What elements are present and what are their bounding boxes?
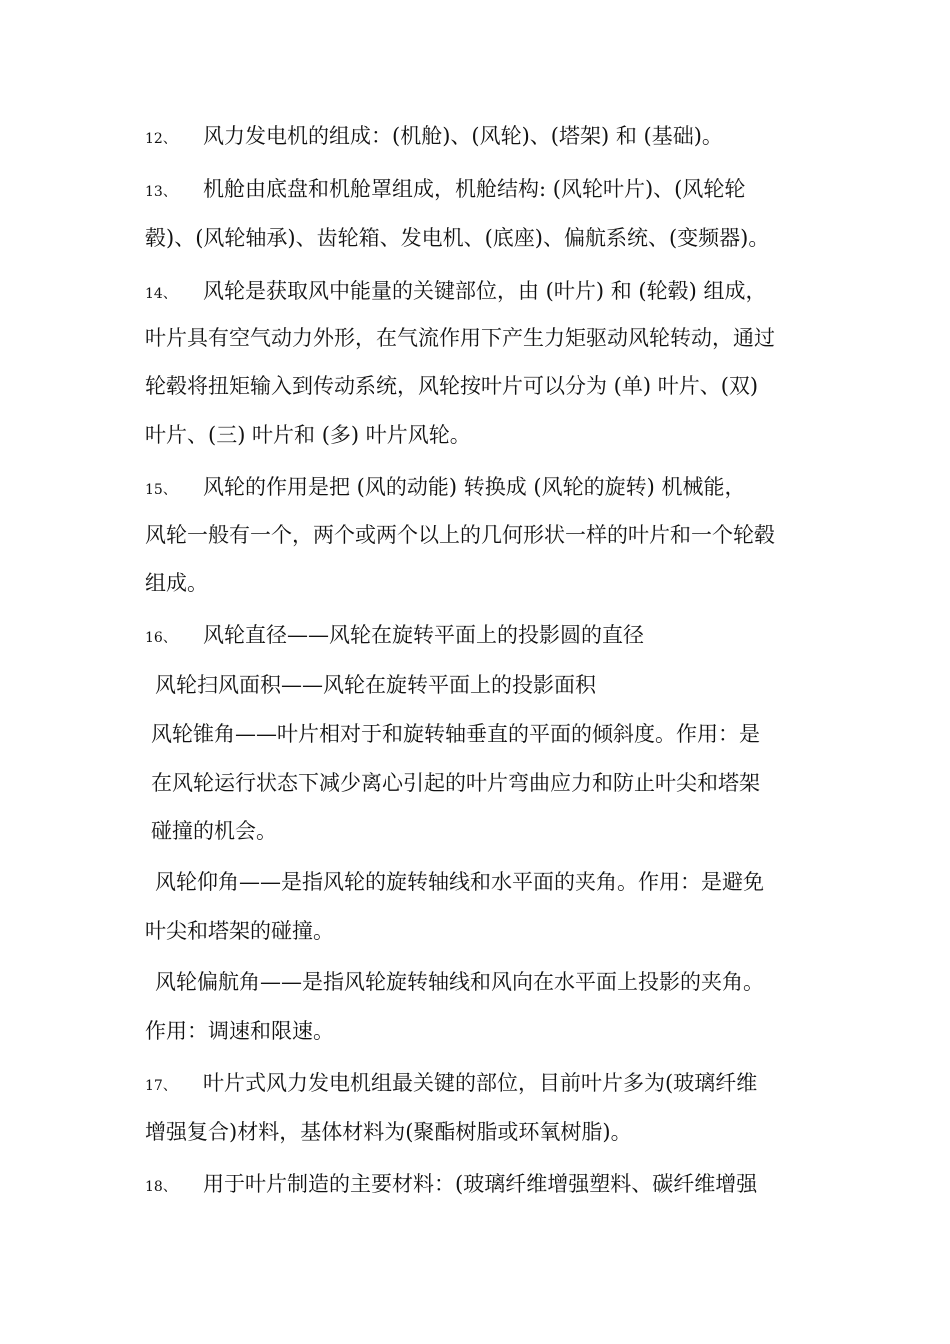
item-text: 风力发电机的组成：(机舱)、(风轮)、(塔架) 和 (基础)。 xyxy=(203,124,723,148)
item-text: 风轮是获取风中能量的关键部位，由 (叶片) 和 (轮毂) 组成， xyxy=(203,279,767,303)
item-16-line-1 xyxy=(145,621,815,652)
item-14-line-1 xyxy=(145,277,815,308)
item-text: 在风轮运行状态下减少离心引起的叶片弯曲应力和防止叶尖和塔架 xyxy=(151,771,760,795)
item-text: 风轮锥角——叶片相对于和旋转轴垂直的平面的倾斜度。作用：是 xyxy=(151,722,760,746)
item-number: 15、 xyxy=(145,482,177,498)
yaw-angle-line-2 xyxy=(145,1017,815,1045)
item-14-line-2 xyxy=(145,324,815,352)
item-number: 13、 xyxy=(145,184,177,200)
item-18-line-1 xyxy=(145,1170,815,1201)
item-text: 毂)、(风轮轴承)、齿轮箱、发电机、(底座)、偏航系统、(变频器)。 xyxy=(145,226,770,250)
item-number: 17、 xyxy=(145,1078,177,1094)
item-text: 用于叶片制造的主要材料：(玻璃纤维增强塑料、碳纤维增强 xyxy=(203,1172,758,1196)
item-text: 叶片式风力发电机组最关键的部位，目前叶片多为(玻璃纤维 xyxy=(203,1071,758,1095)
item-number: 16、 xyxy=(145,630,177,646)
yaw-angle-line-1 xyxy=(145,968,825,996)
cone-angle-line-1 xyxy=(145,720,821,748)
item-text: 风轮的作用是把 (风的动能) 转换成 (风轮的旋转) 机械能， xyxy=(203,475,746,499)
item-14-line-3 xyxy=(145,372,815,400)
item-text: 叶尖和塔架的碰撞。 xyxy=(145,919,334,943)
item-15-line-3 xyxy=(145,569,815,597)
item-text: 风轮仰角——是指风轮的旋转轴线和水平面的夹角。作用：是避免 xyxy=(155,870,764,894)
item-number: 18、 xyxy=(145,1179,177,1195)
tilt-angle-line-1 xyxy=(145,868,825,896)
item-14-line-4 xyxy=(145,421,815,449)
item-text: 风轮直径——风轮在旋转平面上的投影圆的直径 xyxy=(203,623,644,647)
item-text: 风轮扫风面积——风轮在旋转平面上的投影面积 xyxy=(155,673,596,697)
item-text: 增强复合)材料，基体材料为(聚酯树脂或环氧树脂)。 xyxy=(145,1120,632,1144)
item-17-line-2 xyxy=(145,1118,815,1146)
item-12-line-1 xyxy=(145,122,815,153)
item-text: 作用：调速和限速。 xyxy=(145,1019,334,1043)
cone-angle-line-3 xyxy=(145,817,821,845)
item-13-line-1 xyxy=(145,175,815,206)
cone-angle-line-2 xyxy=(145,769,821,797)
item-text: 机舱由底盘和机舱罩组成，机舱结构: (风轮叶片)、(风轮轮 xyxy=(203,177,746,201)
item-17-line-1 xyxy=(145,1069,815,1100)
item-text: 轮毂将扭矩输入到传动系统，风轮按叶片可以分为 (单) 叶片、(双) xyxy=(145,374,759,398)
item-text: 碰撞的机会。 xyxy=(151,819,277,843)
sweep-area-line-1 xyxy=(145,671,825,699)
item-number: 12、 xyxy=(145,131,177,147)
item-13-line-2 xyxy=(145,224,815,252)
item-15-line-2 xyxy=(145,521,815,549)
item-text: 风轮一般有一个，两个或两个以上的几何形状一样的叶片和一个轮毂 xyxy=(145,523,775,547)
item-15-line-1 xyxy=(145,473,815,504)
item-text: 组成。 xyxy=(145,571,208,595)
item-text: 叶片、(三) 叶片和 (多) 叶片风轮。 xyxy=(145,423,471,447)
tilt-angle-line-2 xyxy=(145,917,815,945)
item-number: 14、 xyxy=(145,286,177,302)
item-text: 风轮偏航角——是指风轮旋转轴线和风向在水平面上投影的夹角。 xyxy=(155,970,764,994)
item-text: 叶片具有空气动力外形，在气流作用下产生力矩驱动风轮转动，通过 xyxy=(145,326,775,350)
